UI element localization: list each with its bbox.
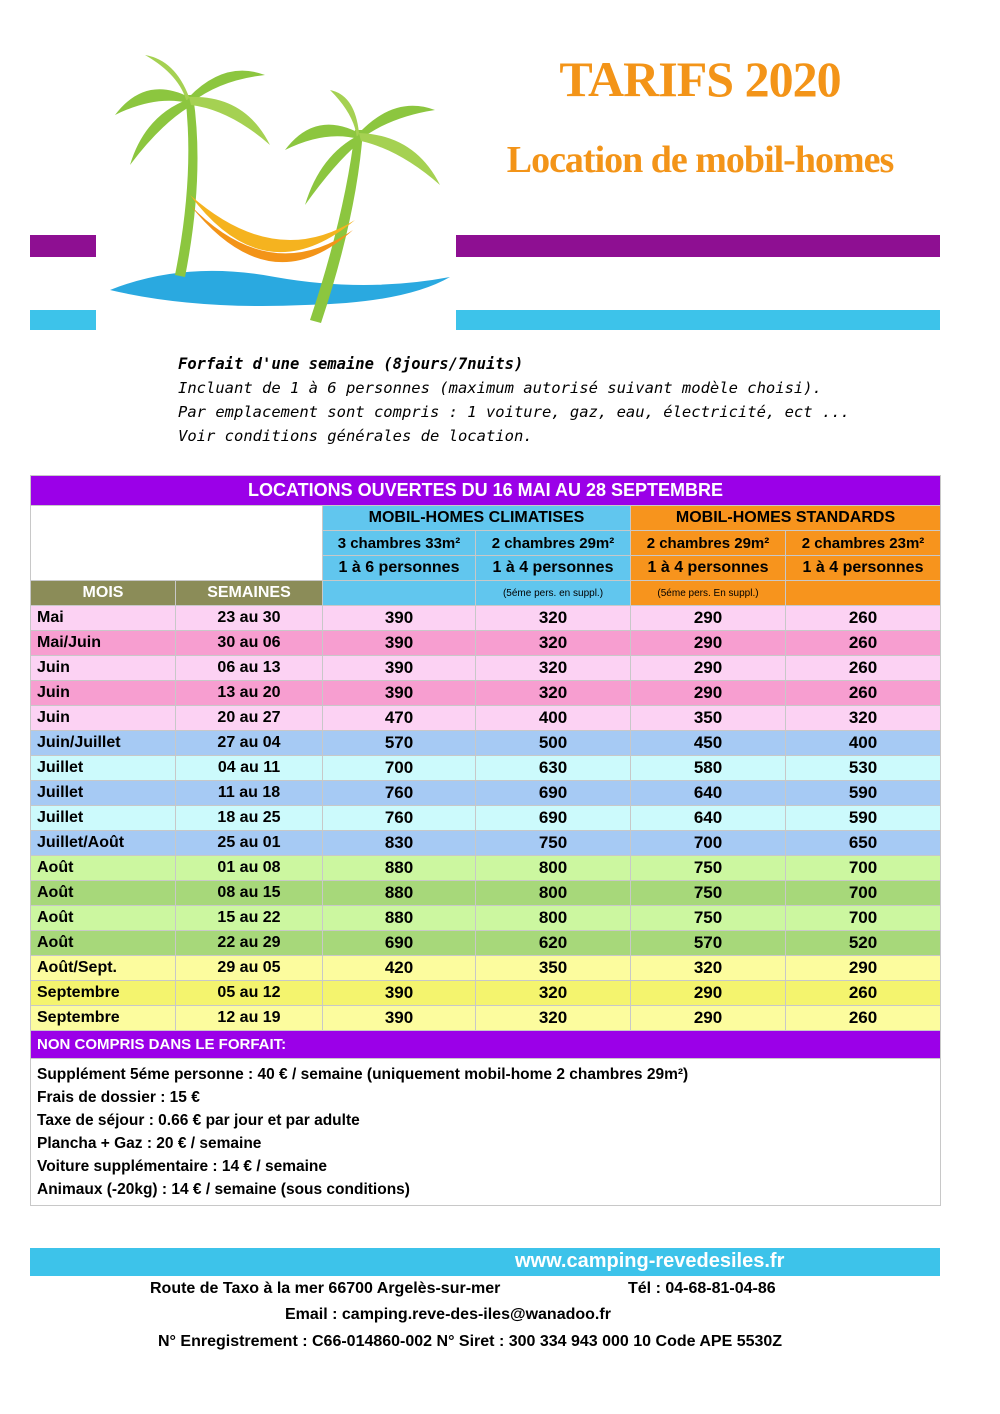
empty-corner-cell <box>31 506 323 581</box>
column-rooms: 2 chambres 29m² <box>476 531 631 556</box>
row-price: 400 <box>476 706 631 731</box>
row-semaines: 15 au 22 <box>176 906 323 931</box>
row-price: 690 <box>476 806 631 831</box>
not-included-item: Plancha + Gaz : 20 € / semaine <box>37 1135 262 1152</box>
row-price: 290 <box>631 681 786 706</box>
table-row <box>31 606 941 631</box>
row-semaines: 06 au 13 <box>176 656 323 681</box>
row-price: 450 <box>631 731 786 756</box>
row-price: 750 <box>631 906 786 931</box>
column-note <box>786 581 941 606</box>
purple-band-right <box>456 235 940 257</box>
table-row <box>31 706 941 731</box>
group-header-climatises: MOBIL-HOMES CLIMATISES <box>323 506 631 531</box>
row-price: 320 <box>476 981 631 1006</box>
row-semaines: 08 au 15 <box>176 881 323 906</box>
table-row <box>31 881 941 906</box>
row-semaines: 11 au 18 <box>176 781 323 806</box>
row-price: 390 <box>323 981 476 1006</box>
table-row <box>31 1006 941 1031</box>
row-price: 290 <box>631 606 786 631</box>
registration-info: N° Enregistrement : C66-014860-002 N° Siret : 300 334 943 000 10 Code APE 5530Z <box>158 1333 783 1350</box>
table-row <box>31 856 941 881</box>
row-price: 260 <box>786 606 941 631</box>
not-included-item: Voiture supplémentaire : 14 € / semaine <box>37 1158 328 1175</box>
row-mois: Août <box>31 906 176 931</box>
phone: Tél : 04-68-81-04-86 <box>628 1280 776 1297</box>
table-row <box>31 956 941 981</box>
table-row <box>31 981 941 1006</box>
not-included-item: Frais de dossier : 15 € <box>37 1089 200 1106</box>
cyan-band-right <box>456 310 940 330</box>
not-included-item: Supplément 5éme personne : 40 € / semaine (uniquement mobil-home 2 chambres 29m²) <box>37 1066 689 1083</box>
group-header-standards: MOBIL-HOMES STANDARDS <box>631 506 941 531</box>
column-persons: 1 à 4 personnes <box>786 556 941 581</box>
row-price: 800 <box>476 906 631 931</box>
row-semaines: 13 au 20 <box>176 681 323 706</box>
row-price: 320 <box>786 706 941 731</box>
column-rooms: 2 chambres 29m² <box>631 531 786 556</box>
row-price: 530 <box>786 756 941 781</box>
row-price: 700 <box>786 906 941 931</box>
row-price: 290 <box>786 956 941 981</box>
column-note: (5éme pers. en suppl.) <box>476 581 631 606</box>
row-price: 260 <box>786 631 941 656</box>
row-semaines: 18 au 25 <box>176 806 323 831</box>
not-included-item: Animaux (-20kg) : 14 € / semaine (sous conditions) <box>37 1181 410 1198</box>
row-price: 260 <box>786 1006 941 1031</box>
row-mois: Juin <box>31 706 176 731</box>
row-mois: Août/Sept. <box>31 956 176 981</box>
row-price: 260 <box>786 981 941 1006</box>
row-price: 400 <box>786 731 941 756</box>
row-price: 800 <box>476 856 631 881</box>
column-persons: 1 à 4 personnes <box>631 556 786 581</box>
row-price: 260 <box>786 681 941 706</box>
price-table <box>30 475 941 1206</box>
row-price: 290 <box>631 1006 786 1031</box>
not-included-list <box>31 1059 941 1206</box>
row-price: 700 <box>786 856 941 881</box>
row-mois: Août <box>31 881 176 906</box>
table-row <box>31 681 941 706</box>
website-link[interactable]: www.camping-revedesiles.fr <box>515 1250 785 1272</box>
not-included-header: NON COMPRIS DANS LE FORFAIT: <box>31 1031 941 1059</box>
row-price: 390 <box>323 606 476 631</box>
row-price: 570 <box>323 731 476 756</box>
row-price: 880 <box>323 856 476 881</box>
address: Route de Taxo à la mer 66700 Argelès-sur-mer <box>150 1280 501 1297</box>
row-price: 570 <box>631 931 786 956</box>
table-row <box>31 631 941 656</box>
cyan-band-left <box>30 310 96 330</box>
row-mois: Août <box>31 931 176 956</box>
row-price: 650 <box>786 831 941 856</box>
table-row <box>31 831 941 856</box>
column-header-semaines: SEMAINES <box>176 581 323 606</box>
row-price: 320 <box>631 956 786 981</box>
row-price: 500 <box>476 731 631 756</box>
row-semaines: 23 au 30 <box>176 606 323 631</box>
page-subtitle: Location de mobil-homes <box>506 139 894 181</box>
purple-band-left <box>30 235 96 257</box>
row-price: 350 <box>631 706 786 731</box>
row-price: 630 <box>476 756 631 781</box>
intro-line: Voir conditions générales de location. <box>178 427 533 445</box>
row-mois: Juillet/Août <box>31 831 176 856</box>
row-price: 700 <box>786 881 941 906</box>
row-mois: Juillet <box>31 806 176 831</box>
row-price: 760 <box>323 806 476 831</box>
row-price: 290 <box>631 631 786 656</box>
opening-period-header: LOCATIONS OUVERTES DU 16 MAI AU 28 SEPTEMBRE <box>31 476 941 506</box>
row-mois: Septembre <box>31 1006 176 1031</box>
column-persons: 1 à 4 personnes <box>476 556 631 581</box>
table-row <box>31 656 941 681</box>
row-semaines: 29 au 05 <box>176 956 323 981</box>
row-mois: Juillet <box>31 781 176 806</box>
row-semaines: 01 au 08 <box>176 856 323 881</box>
intro-block <box>178 352 850 448</box>
column-note: (5éme pers. En suppl.) <box>631 581 786 606</box>
table-row <box>31 731 941 756</box>
row-price: 760 <box>323 781 476 806</box>
row-price: 580 <box>631 756 786 781</box>
column-header-mois: MOIS <box>31 581 176 606</box>
row-price: 640 <box>631 806 786 831</box>
row-price: 640 <box>631 781 786 806</box>
row-price: 830 <box>323 831 476 856</box>
row-price: 880 <box>323 906 476 931</box>
palm-hammock-logo <box>105 55 455 335</box>
row-price: 800 <box>476 881 631 906</box>
table-row <box>31 806 941 831</box>
row-price: 590 <box>786 806 941 831</box>
row-price: 390 <box>323 1006 476 1031</box>
table-row <box>31 906 941 931</box>
table-row <box>31 931 941 956</box>
row-semaines: 30 au 06 <box>176 631 323 656</box>
row-semaines: 04 au 11 <box>176 756 323 781</box>
row-price: 420 <box>323 956 476 981</box>
row-semaines: 05 au 12 <box>176 981 323 1006</box>
row-semaines: 25 au 01 <box>176 831 323 856</box>
intro-lead: Forfait d'une semaine (8jours/7nuits) <box>178 355 524 373</box>
row-price: 590 <box>786 781 941 806</box>
row-price: 750 <box>631 881 786 906</box>
row-price: 290 <box>631 656 786 681</box>
row-price: 700 <box>323 756 476 781</box>
row-mois: Mai/Juin <box>31 631 176 656</box>
row-mois: Juin <box>31 681 176 706</box>
row-price: 320 <box>476 631 631 656</box>
row-mois: Juillet <box>31 756 176 781</box>
row-semaines: 20 au 27 <box>176 706 323 731</box>
table-row <box>31 781 941 806</box>
row-mois: Août <box>31 856 176 881</box>
row-mois: Mai <box>31 606 176 631</box>
table-row <box>31 756 941 781</box>
row-price: 260 <box>786 656 941 681</box>
row-price: 320 <box>476 1006 631 1031</box>
row-price: 390 <box>323 656 476 681</box>
row-semaines: 27 au 04 <box>176 731 323 756</box>
row-price: 700 <box>631 831 786 856</box>
row-price: 690 <box>323 931 476 956</box>
row-price: 750 <box>631 856 786 881</box>
row-mois: Juin/Juillet <box>31 731 176 756</box>
row-semaines: 22 au 29 <box>176 931 323 956</box>
not-included-item: Taxe de séjour : 0.66 € par jour et par adulte <box>37 1112 360 1129</box>
column-rooms: 3 chambres 33m² <box>323 531 476 556</box>
email[interactable]: Email : camping.reve-des-iles@wanadoo.fr <box>285 1306 611 1323</box>
column-persons: 1 à 6 personnes <box>323 556 476 581</box>
column-note <box>323 581 476 606</box>
row-price: 470 <box>323 706 476 731</box>
row-price: 390 <box>323 681 476 706</box>
row-price: 390 <box>323 631 476 656</box>
row-price: 320 <box>476 606 631 631</box>
row-price: 320 <box>476 681 631 706</box>
page-title: TARIFS 2020 <box>559 51 841 107</box>
row-price: 320 <box>476 656 631 681</box>
row-price: 520 <box>786 931 941 956</box>
row-mois: Juin <box>31 656 176 681</box>
website-band <box>30 1248 940 1276</box>
row-price: 290 <box>631 981 786 1006</box>
row-semaines: 12 au 19 <box>176 1006 323 1031</box>
row-price: 750 <box>476 831 631 856</box>
row-price: 350 <box>476 956 631 981</box>
intro-line: Par emplacement sont compris : 1 voiture, gaz, eau, électricité, ect ... <box>178 403 850 421</box>
intro-line: Incluant de 1 à 6 personnes (maximum autorisé suivant modèle choisi). <box>178 379 822 397</box>
row-price: 690 <box>476 781 631 806</box>
row-price: 880 <box>323 881 476 906</box>
row-mois: Septembre <box>31 981 176 1006</box>
column-rooms: 2 chambres 23m² <box>786 531 941 556</box>
row-price: 620 <box>476 931 631 956</box>
